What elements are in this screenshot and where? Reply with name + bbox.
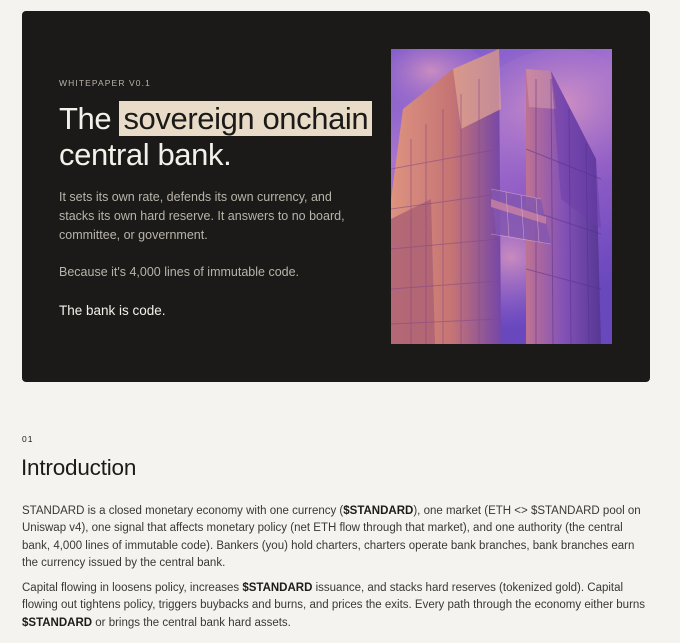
section-title: Introduction — [21, 455, 137, 480]
headline-start: The — [59, 101, 120, 136]
p2-token: $STANDARD — [22, 616, 93, 629]
hero-image — [391, 49, 612, 344]
p1-seg: STANDARD is a closed monetary economy with one currency ( — [22, 505, 344, 517]
headline-end: central bank. — [59, 137, 232, 172]
hero-paragraph-2: Because it's 4,000 lines of immutable code. — [59, 265, 300, 279]
headline-highlight: sovereign onchain — [119, 101, 372, 136]
p1-seg: ), one market (ETH <> $STANDARD pool on Uniswap v4), one signal that affects monetary policy (net ETH flow through that market), and one authority (the central bank, 4,000 lines of immutable code). Bankers (you) hold charters, charters operate bank branches, bank branches earn the currency issued by the central bank. — [22, 505, 641, 570]
hero-tagline: The bank is code. — [59, 303, 166, 318]
p2-token: $STANDARD — [242, 582, 313, 594]
p2-seg: or brings the central bank hard assets. — [92, 616, 291, 629]
hero-paragraph-1: It sets its own rate, defends its own currency, and stacks its own hard reserve. It answers to no board, committee, or government. — [59, 190, 345, 242]
section-number: 01 — [22, 434, 34, 444]
eyebrow-label: WHITEPAPER V0.1 — [59, 78, 151, 88]
hero-headline — [59, 101, 389, 173]
hero-card — [22, 11, 650, 382]
intro-paragraph-2 — [22, 580, 652, 632]
towers-illustration — [391, 49, 612, 344]
p2-seg: Capital flowing in loosens policy, increases — [22, 582, 243, 594]
p1-token: $STANDARD — [343, 505, 414, 517]
p2-seg: issuance, and stacks hard reserves (tokenized gold). Capital flowing out tightens policy, triggers buybacks and burns, and prices the exits. Every path through the economy either burns — [22, 582, 646, 612]
intro-paragraph-1 — [22, 503, 652, 573]
